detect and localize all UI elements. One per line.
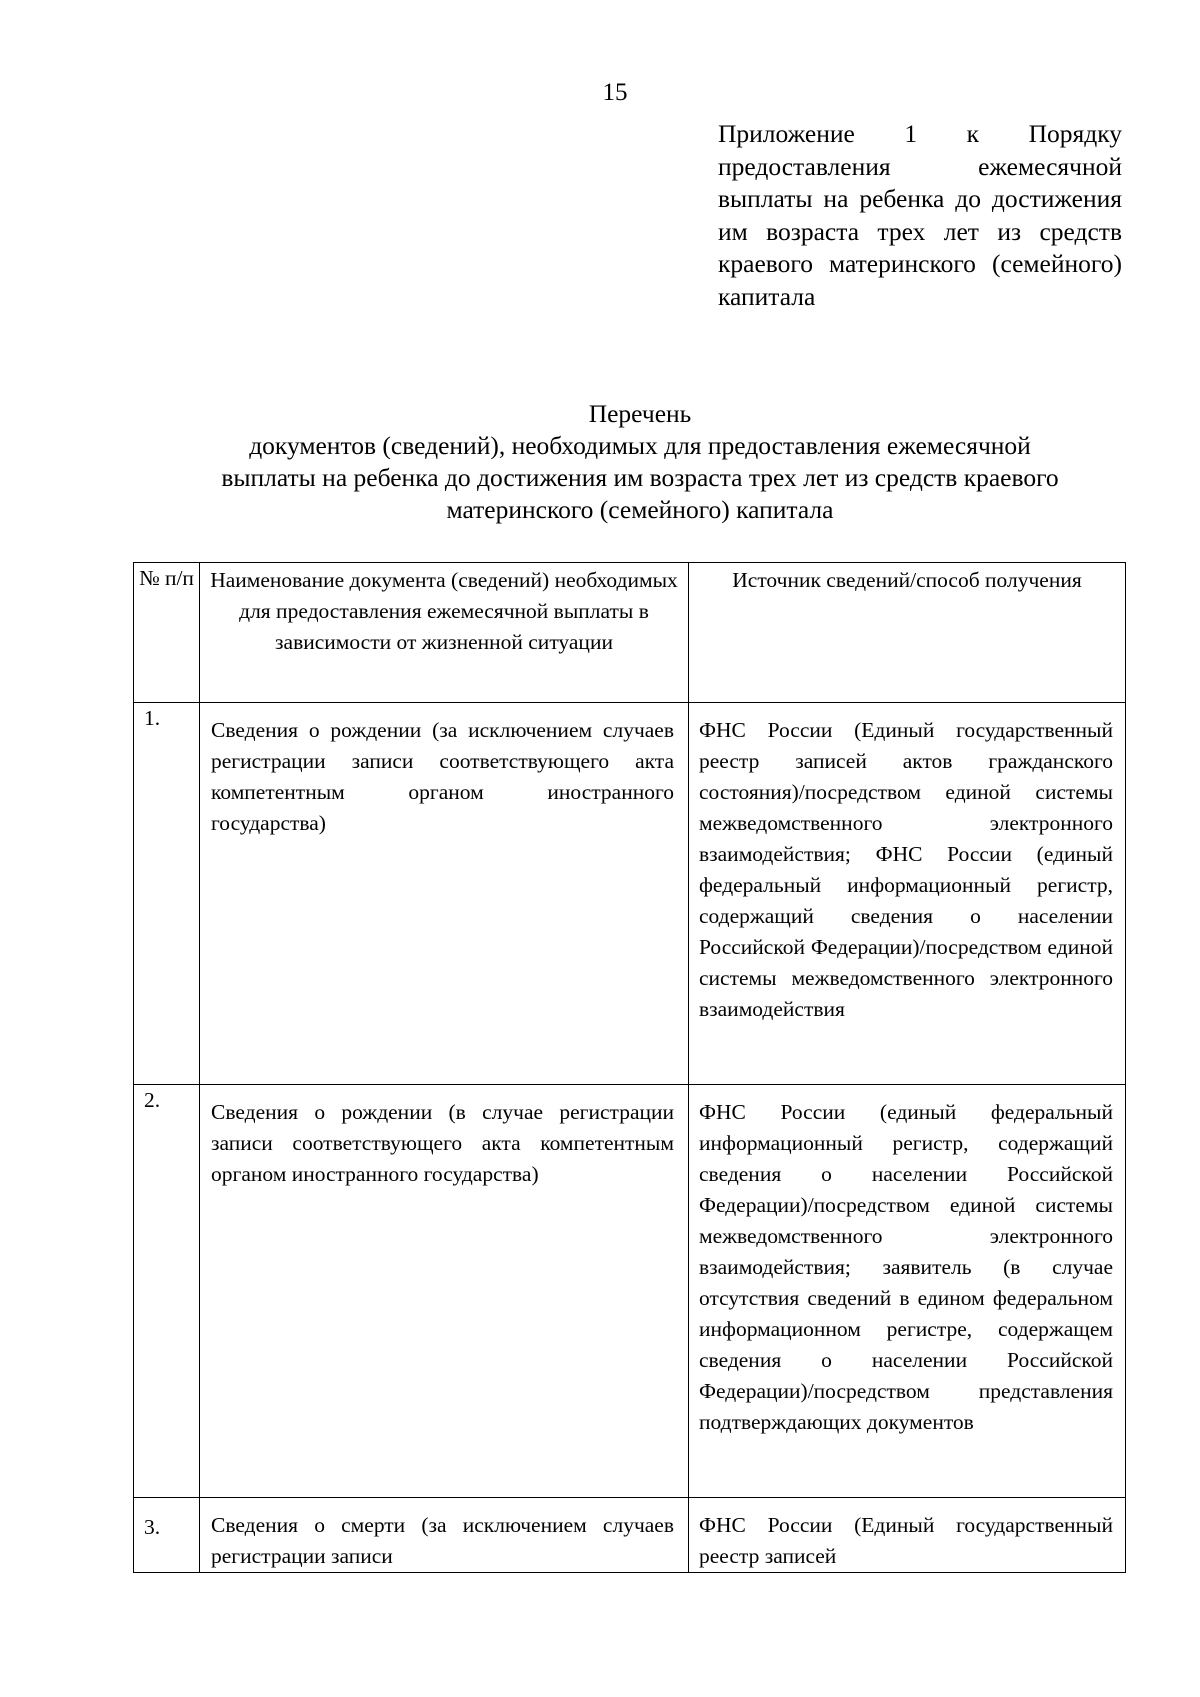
row-number: 1.	[134, 703, 200, 1085]
row-number: 2.	[134, 1085, 200, 1498]
appendix-note: Приложение 1 к Порядку предоставления ежемесячной выплаты на ребенка до достижения им возраста трех лет из средств краевого материнского (семейного) капитала	[718, 119, 1122, 311]
row-source: ФНС России (Единый государственный реестр записей актов гражданского состояния)/посредством единой системы межведомственного электронного взаимодействия; ФНС России (единый федеральный информационный регистр, содержащий сведения о населении Российской Федерации)/посредством единой системы межведомственного электронного взаимодействия	[689, 703, 1126, 1085]
title-line-4: материнского (семейного) капитала	[446, 495, 834, 524]
row-source: ФНС России (Единый государственный реестр записей	[689, 1498, 1126, 1573]
title-line-3: выплаты на ребенка до достижения им возраста трех лет из средств краевого	[221, 463, 1059, 492]
title-line-1: Перечень	[588, 399, 692, 428]
table-row	[134, 1498, 1126, 1573]
documents-table	[133, 562, 1126, 1573]
document-title	[120, 398, 1160, 526]
row-document-name: Сведения о рождении (за исключением случаев регистрации записи соответствующего акта компетентным органом иностранного государства)	[200, 703, 689, 1085]
row-source: ФНС России (единый федеральный информационный регистр, содержащий сведения о населении Российской Федерации)/посредством единой системы межведомственного электронного взаимодействия; заявитель (в случае отсутствия сведений в едином федеральном информационном регистре, содержащем сведения о населении Российской Федерации)/посредством представления подтверждающих документов	[689, 1085, 1126, 1498]
row-document-name: Сведения о смерти (за исключением случаев регистрации записи	[200, 1498, 689, 1573]
table-row	[134, 703, 1126, 1085]
table-header-row	[134, 563, 1126, 703]
title-line-2: документов (сведений), необходимых для предоставления ежемесячной	[249, 431, 1031, 460]
row-number: 3.	[134, 1498, 200, 1573]
row-document-name: Сведения о рождении (в случае регистрации записи соответствующего акта компетентным органом иностранного государства)	[200, 1085, 689, 1498]
header-name: Наименование документа (сведений) необходимых для предоставления ежемесячной выплаты в зависимости от жизненной ситуации	[200, 563, 689, 703]
header-num: № п/п	[134, 563, 200, 703]
table-row	[134, 1085, 1126, 1498]
page-number: 15	[602, 79, 628, 106]
header-source: Источник сведений/способ получения	[689, 563, 1126, 703]
